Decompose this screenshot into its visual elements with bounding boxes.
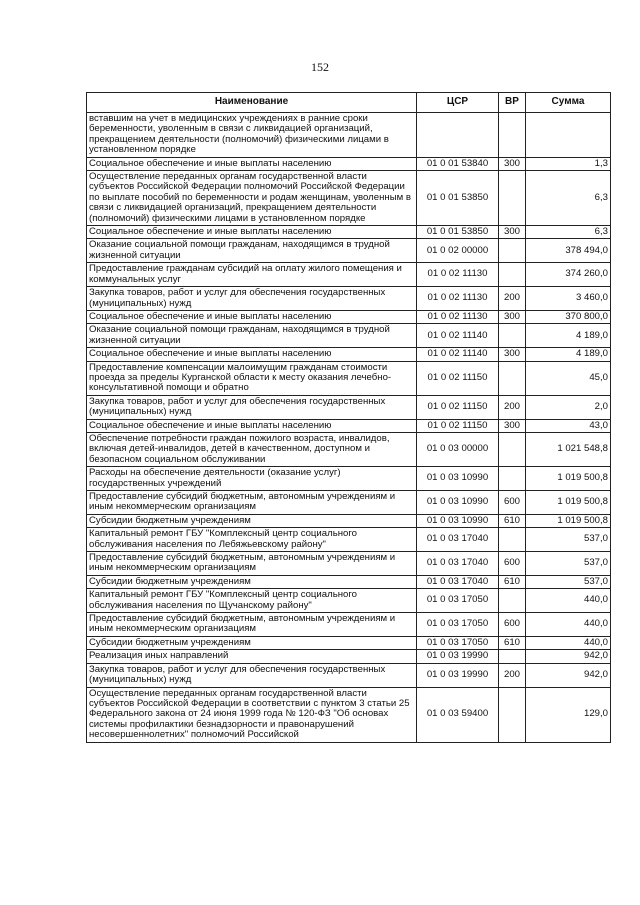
header-csr: ЦСР <box>417 93 499 113</box>
cell-name: Субсидии бюджетным учреждениям <box>87 514 417 527</box>
cell-vr <box>499 650 526 663</box>
cell-name: Закупка товаров, работ и услуг для обеспечения государственных (муниципальных) нужд <box>87 395 417 419</box>
table-row <box>87 171 611 226</box>
cell-vr <box>499 171 526 226</box>
table-header-row <box>87 93 611 113</box>
cell-sum: 6,3 <box>526 171 611 226</box>
cell-sum: 440,0 <box>526 613 611 637</box>
cell-csr: 01 0 03 17040 <box>417 552 499 576</box>
cell-vr <box>499 239 526 263</box>
table-row <box>87 310 611 323</box>
cell-name: Социальное обеспечение и иные выплаты населению <box>87 226 417 239</box>
cell-name: Капитальный ремонт ГБУ "Комплексный центр социального обслуживания населения по Лебяжьевскому району" <box>87 528 417 552</box>
cell-vr: 300 <box>499 226 526 239</box>
cell-vr <box>499 263 526 287</box>
cell-sum: 1 019 500,8 <box>526 491 611 515</box>
cell-name: Социальное обеспечение и иные выплаты населению <box>87 310 417 323</box>
table-row <box>87 226 611 239</box>
cell-name: Предоставление субсидий бюджетным, автономным учреждениям и иным некоммерческим организациям <box>87 613 417 637</box>
header-sum: Сумма <box>526 93 611 113</box>
cell-sum: 378 494,0 <box>526 239 611 263</box>
cell-name: Обеспечение потребности граждан пожилого возраста, инвалидов, включая детей-инвалидов, детей в качественном, доступном и безопасном социальном обслуживании <box>87 432 417 466</box>
cell-csr: 01 0 01 53850 <box>417 171 499 226</box>
cell-vr: 610 <box>499 636 526 649</box>
cell-sum: 4 189,0 <box>526 324 611 348</box>
cell-sum: 1,3 <box>526 157 611 170</box>
cell-name: Оказание социальной помощи гражданам, находящимся в трудной жизненной ситуации <box>87 324 417 348</box>
cell-csr: 01 0 03 17040 <box>417 528 499 552</box>
cell-vr: 300 <box>499 157 526 170</box>
cell-name: Предоставление субсидий бюджетным, автономным учреждениям и иным некоммерческим организациям <box>87 491 417 515</box>
cell-vr: 200 <box>499 287 526 311</box>
cell-vr: 200 <box>499 663 526 687</box>
cell-name: Осуществление переданных органам государственной власти субъектов Российской Федерации в соответствии с пунктом 3 статьи 25 Федерального закона от 24 июня 1999 года № 120-ФЗ "Об основах системы профилактики безнадзорности и правонарушений несовершеннолетних" полномочий Российской <box>87 687 417 742</box>
cell-csr: 01 0 03 10990 <box>417 467 499 491</box>
table-row <box>87 636 611 649</box>
cell-sum: 537,0 <box>526 575 611 588</box>
cell-csr: 01 0 03 17050 <box>417 589 499 613</box>
cell-name: Оказание социальной помощи гражданам, находящимся в трудной жизненной ситуации <box>87 239 417 263</box>
cell-sum: 537,0 <box>526 528 611 552</box>
cell-vr: 600 <box>499 552 526 576</box>
cell-sum: 43,0 <box>526 419 611 432</box>
table-row <box>87 467 611 491</box>
cell-sum: 129,0 <box>526 687 611 742</box>
table-row <box>87 528 611 552</box>
header-vr: ВР <box>499 93 526 113</box>
cell-csr: 01 0 02 11140 <box>417 348 499 361</box>
cell-name: Социальное обеспечение и иные выплаты населению <box>87 157 417 170</box>
cell-name: Социальное обеспечение и иные выплаты населению <box>87 348 417 361</box>
cell-csr: 01 0 03 19990 <box>417 650 499 663</box>
cell-csr: 01 0 03 17050 <box>417 613 499 637</box>
table-row <box>87 419 611 432</box>
table-row <box>87 287 611 311</box>
cell-sum: 1 019 500,8 <box>526 467 611 491</box>
budget-table <box>86 92 611 743</box>
cell-csr: 01 0 02 11150 <box>417 361 499 395</box>
table-row <box>87 348 611 361</box>
cell-csr: 01 0 03 59400 <box>417 687 499 742</box>
cell-csr: 01 0 03 17040 <box>417 575 499 588</box>
cell-csr: 01 0 03 00000 <box>417 432 499 466</box>
cell-vr <box>499 467 526 491</box>
cell-vr <box>499 687 526 742</box>
table-row <box>87 491 611 515</box>
cell-csr <box>417 113 499 158</box>
cell-sum: 370 800,0 <box>526 310 611 323</box>
table-row <box>87 552 611 576</box>
cell-csr: 01 0 02 00000 <box>417 239 499 263</box>
cell-sum: 45,0 <box>526 361 611 395</box>
cell-name: Расходы на обеспечение деятельности (оказание услуг) государственных учреждений <box>87 467 417 491</box>
cell-sum: 537,0 <box>526 552 611 576</box>
cell-csr: 01 0 02 11130 <box>417 310 499 323</box>
cell-sum <box>526 113 611 158</box>
cell-vr <box>499 589 526 613</box>
cell-csr: 01 0 01 53840 <box>417 157 499 170</box>
page-number: 152 <box>311 60 329 74</box>
cell-csr: 01 0 03 10990 <box>417 491 499 515</box>
cell-sum: 942,0 <box>526 650 611 663</box>
cell-csr: 01 0 02 11130 <box>417 263 499 287</box>
cell-vr: 600 <box>499 613 526 637</box>
table-row <box>87 113 611 158</box>
cell-vr <box>499 361 526 395</box>
table-row <box>87 263 611 287</box>
cell-name: Закупка товаров, работ и услуг для обеспечения государственных (муниципальных) нужд <box>87 663 417 687</box>
cell-vr: 610 <box>499 514 526 527</box>
cell-csr: 01 0 03 17050 <box>417 636 499 649</box>
table-row <box>87 239 611 263</box>
cell-name: Предоставление субсидий бюджетным, автономным учреждениям и иным некоммерческим организациям <box>87 552 417 576</box>
cell-name: Осуществление переданных органам государственной власти субъектов Российской Федерации полномочий Российской Федерации по выплате пособий по беременности и родам женщинам, уволенным в связи с ликвидацией организаций, прекращением деятельности (полномочий) физическими лицами в установленном порядке <box>87 171 417 226</box>
cell-vr <box>499 324 526 348</box>
table-row <box>87 361 611 395</box>
cell-sum: 6,3 <box>526 226 611 239</box>
cell-vr: 600 <box>499 491 526 515</box>
cell-csr: 01 0 02 11140 <box>417 324 499 348</box>
cell-name: Реализация иных направлений <box>87 650 417 663</box>
table-row <box>87 432 611 466</box>
cell-vr: 300 <box>499 419 526 432</box>
cell-sum: 440,0 <box>526 589 611 613</box>
cell-sum: 440,0 <box>526 636 611 649</box>
cell-csr: 01 0 02 11150 <box>417 419 499 432</box>
table-row <box>87 687 611 742</box>
cell-name: Социальное обеспечение и иные выплаты населению <box>87 419 417 432</box>
cell-vr: 610 <box>499 575 526 588</box>
cell-sum: 2,0 <box>526 395 611 419</box>
cell-name: вставшим на учет в медицинских учреждениях в ранние сроки беременности, уволенным в связи с ликвидацией организаций, прекращением деятельности (полномочий) физическими лицами в установленном порядке <box>87 113 417 158</box>
cell-sum: 942,0 <box>526 663 611 687</box>
table-row <box>87 589 611 613</box>
table-row <box>87 663 611 687</box>
cell-sum: 1 021 548,8 <box>526 432 611 466</box>
cell-csr: 01 0 02 11150 <box>417 395 499 419</box>
cell-sum: 3 460,0 <box>526 287 611 311</box>
table-row <box>87 613 611 637</box>
table-row <box>87 575 611 588</box>
cell-csr: 01 0 02 11130 <box>417 287 499 311</box>
cell-name: Субсидии бюджетным учреждениям <box>87 636 417 649</box>
cell-name: Предоставление гражданам субсидий на оплату жилого помещения и коммунальных услуг <box>87 263 417 287</box>
table-row <box>87 514 611 527</box>
cell-vr <box>499 528 526 552</box>
table-body <box>87 113 611 743</box>
cell-vr <box>499 432 526 466</box>
cell-name: Предоставление компенсации малоимущим гражданам стоимости проезда за пределы Курганской области к месту оказания лечебно-консультативной помощи и обратно <box>87 361 417 395</box>
cell-csr: 01 0 03 19990 <box>417 663 499 687</box>
table-row <box>87 157 611 170</box>
cell-name: Закупка товаров, работ и услуг для обеспечения государственных (муниципальных) нужд <box>87 287 417 311</box>
table-row <box>87 395 611 419</box>
cell-vr: 300 <box>499 310 526 323</box>
table-row <box>87 650 611 663</box>
table-row <box>87 324 611 348</box>
cell-vr <box>499 113 526 158</box>
header-name: Наименование <box>87 93 417 113</box>
cell-sum: 374 260,0 <box>526 263 611 287</box>
cell-vr: 200 <box>499 395 526 419</box>
cell-csr: 01 0 03 10990 <box>417 514 499 527</box>
cell-sum: 4 189,0 <box>526 348 611 361</box>
cell-sum: 1 019 500,8 <box>526 514 611 527</box>
cell-name: Капитальный ремонт ГБУ "Комплексный центр социального обслуживания населения по Щучанскому району" <box>87 589 417 613</box>
cell-csr: 01 0 01 53850 <box>417 226 499 239</box>
cell-vr: 300 <box>499 348 526 361</box>
cell-name: Субсидии бюджетным учреждениям <box>87 575 417 588</box>
